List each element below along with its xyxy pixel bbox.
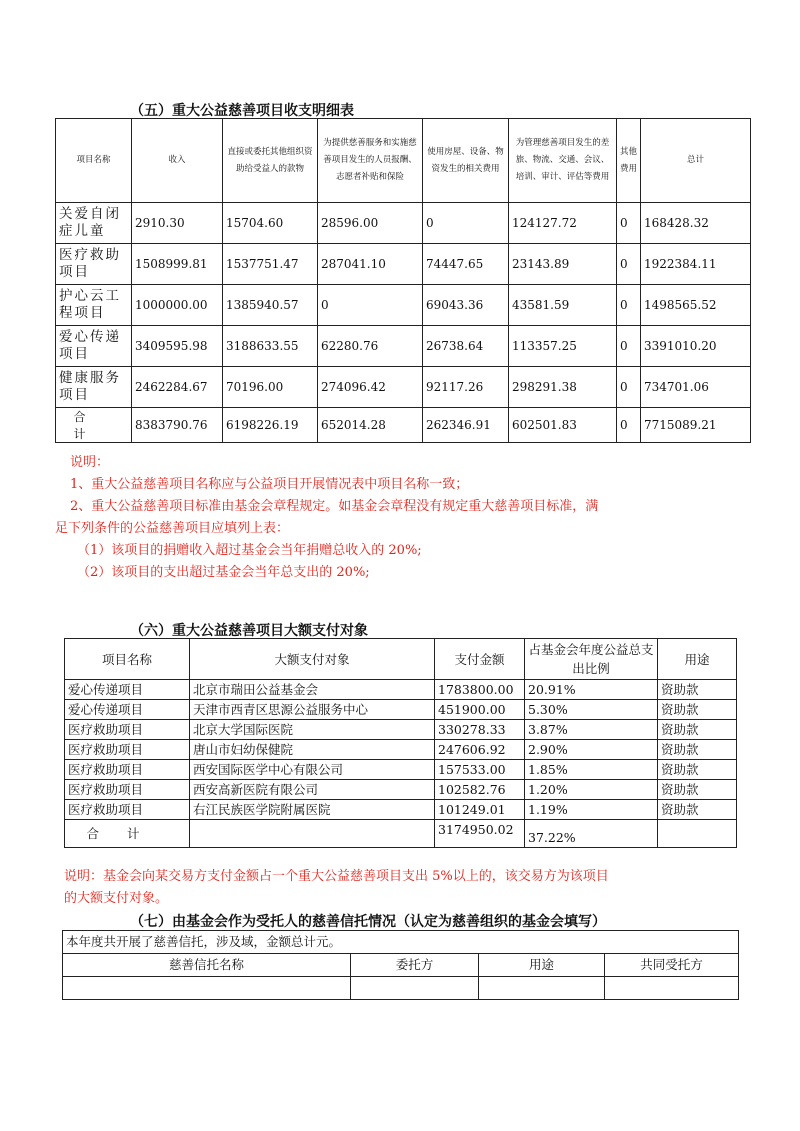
purpose: 资助款 (658, 780, 737, 800)
table-row (65, 720, 737, 740)
cell: 0 (617, 367, 641, 408)
table-row (56, 367, 751, 408)
table-row (65, 760, 737, 780)
table-header-row (56, 119, 751, 203)
ratio: 20.91% (525, 680, 658, 700)
cell: 1498565.52 (641, 285, 751, 326)
note-line: （2）该项目的支出超过基金会当年总支出的 20%; (77, 565, 370, 580)
cell: 0 (617, 408, 641, 443)
purpose: 资助款 (658, 700, 737, 720)
table-header-row (65, 639, 737, 680)
header-cell: 项目名称 (56, 119, 132, 203)
amount: 102582.76 (435, 780, 525, 800)
payee: 北京市瑞田公益基金会 (190, 680, 435, 700)
amount: 101249.01 (435, 800, 525, 820)
table-row (56, 285, 751, 326)
cell: 274096.42 (318, 367, 423, 408)
header-cell: 项目名称 (65, 639, 190, 680)
project-name: 医疗救助项目 (65, 800, 190, 820)
cell: 69043.36 (423, 285, 509, 326)
header-cell: 用途 (658, 639, 737, 680)
project-name: 医疗救助项目 (65, 740, 190, 760)
header-cell: 直接或委托其他组织资助给受益人的款物 (223, 119, 318, 203)
total-row (56, 408, 751, 443)
amount: 451900.00 (435, 700, 525, 720)
purpose: 资助款 (658, 720, 737, 740)
header-cell: 大额支付对象 (190, 639, 435, 680)
header-cell: 其他费用 (617, 119, 641, 203)
section5-title: （五）重大公益慈善项目收支明细表 (130, 103, 354, 119)
ratio: 1.19% (525, 800, 658, 820)
note-line: （1）该项目的捐赠收入超过基金会当年捐赠总收入的 20%; (77, 543, 422, 558)
amount: 157533.00 (435, 760, 525, 780)
payee: 右江民族医学院附属医院 (190, 800, 435, 820)
amount: 330278.33 (435, 720, 525, 740)
header-cell: 收入 (132, 119, 223, 203)
cell: 1385940.57 (223, 285, 318, 326)
intro-row (63, 931, 739, 954)
payee: 北京大学国际医院 (190, 720, 435, 740)
cell: 287041.10 (318, 244, 423, 285)
total-amount: 3174950.02 (435, 820, 525, 848)
table-row (65, 780, 737, 800)
cell: 2462284.67 (132, 367, 223, 408)
cell: 734701.06 (641, 367, 751, 408)
cell: 3391010.20 (641, 326, 751, 367)
cell: 2910.30 (132, 203, 223, 244)
header-cell: 委托方 (351, 954, 479, 977)
table-row (65, 740, 737, 760)
cell: 124127.72 (509, 203, 617, 244)
cell: 0 (617, 203, 641, 244)
header-cell: 共同受托方 (605, 954, 739, 977)
empty-cell (658, 820, 737, 848)
total-label: 合计 (56, 408, 132, 443)
header-cell: 支付金额 (435, 639, 525, 680)
table-row (65, 700, 737, 720)
empty-cell (479, 977, 605, 1000)
cell: 28596.00 (318, 203, 423, 244)
note-line: 足下列条件的公益慈善项目应填列上表： (55, 521, 290, 536)
cell: 113357.25 (509, 326, 617, 367)
table-row (56, 244, 751, 285)
total-label: 合计 (65, 820, 190, 848)
note-line: 说明： (70, 455, 110, 470)
cell: 3409595.98 (132, 326, 223, 367)
payee: 天津市西青区思源公益服务中心 (190, 700, 435, 720)
cell: 8383790.76 (132, 408, 223, 443)
cell: 26738.64 (423, 326, 509, 367)
section6-notes (64, 866, 609, 910)
note-line: 说明：基金会向某交易方支付金额占一个重大公益慈善项目支出 5%以上的，该交易方为该项目 (64, 869, 609, 884)
cell: 1537751.47 (223, 244, 318, 285)
ratio: 2.90% (525, 740, 658, 760)
cell: 62280.76 (318, 326, 423, 367)
cell: 1922384.11 (641, 244, 751, 285)
cell: 3188633.55 (223, 326, 318, 367)
cell: 7715089.21 (641, 408, 751, 443)
cell: 15704.60 (223, 203, 318, 244)
table-row (65, 680, 737, 700)
empty-cell (190, 820, 435, 848)
payee: 西安高新医院有限公司 (190, 780, 435, 800)
note-line: 2、重大公益慈善项目标准由基金会章程规定。如基金会章程没有规定重大慈善项目标准，满 (70, 499, 599, 514)
ratio: 5.30% (525, 700, 658, 720)
cell: 6198226.19 (223, 408, 318, 443)
cell: 262346.91 (423, 408, 509, 443)
section7-title: （七）由基金会作为受托人的慈善信托情况（认定为慈善组织的基金会填写） (130, 914, 606, 930)
header-cell: 使用房屋、设备、物资发生的相关费用 (423, 119, 509, 203)
table-row (56, 203, 751, 244)
project-name: 医疗救助项目 (56, 244, 132, 285)
note-line: 的大额支付对象。 (64, 891, 169, 906)
project-name: 健康服务项目 (56, 367, 132, 408)
section5-notes (55, 452, 598, 584)
intro-text: 本年度共开展了慈善信托，涉及域，金额总计元。 (63, 931, 739, 954)
total-row (65, 820, 737, 848)
cell: 0 (617, 326, 641, 367)
header-cell: 慈善信托名称 (63, 954, 351, 977)
cell: 0 (423, 203, 509, 244)
large-payment-table (64, 638, 737, 848)
cell: 1000000.00 (132, 285, 223, 326)
ratio: 1.20% (525, 780, 658, 800)
ratio: 3.87% (525, 720, 658, 740)
cell: 168428.32 (641, 203, 751, 244)
cell: 0 (617, 244, 641, 285)
purpose: 资助款 (658, 800, 737, 820)
amount: 247606.92 (435, 740, 525, 760)
empty-cell (63, 977, 351, 1000)
cell: 23143.89 (509, 244, 617, 285)
cell: 92117.26 (423, 367, 509, 408)
project-name: 医疗救助项目 (65, 720, 190, 740)
project-name: 关爱自闭症儿童 (56, 203, 132, 244)
cell: 43581.59 (509, 285, 617, 326)
project-name: 爱心传递项目 (65, 700, 190, 720)
income-expense-table (55, 118, 751, 443)
note-line: 1、重大公益慈善项目名称应与公益项目开展情况表中项目名称一致； (70, 477, 469, 492)
cell: 0 (318, 285, 423, 326)
table-header-row (63, 954, 739, 977)
section6-title: （六）重大公益慈善项目大额支付对象 (130, 623, 368, 639)
project-name: 护心云工程项目 (56, 285, 132, 326)
purpose: 资助款 (658, 680, 737, 700)
header-cell: 为提供慈善服务和实施慈善项目发生的人员报酬、志愿者补贴和保险 (318, 119, 423, 203)
project-name: 爱心传递项目 (56, 326, 132, 367)
cell: 74447.65 (423, 244, 509, 285)
header-cell: 用途 (479, 954, 605, 977)
total-ratio: 37.22% (525, 820, 658, 848)
cell: 1508999.81 (132, 244, 223, 285)
cell: 298291.38 (509, 367, 617, 408)
header-cell: 为管理慈善项目发生的差旅、物流、交通、会议、培训、审计、评估等费用 (509, 119, 617, 203)
header-cell: 总计 (641, 119, 751, 203)
cell: 0 (617, 285, 641, 326)
project-name: 医疗救助项目 (65, 780, 190, 800)
empty-cell (605, 977, 739, 1000)
empty-cell (351, 977, 479, 1000)
cell: 652014.28 (318, 408, 423, 443)
cell: 70196.00 (223, 367, 318, 408)
project-name: 医疗救助项目 (65, 760, 190, 780)
ratio: 1.85% (525, 760, 658, 780)
cell: 602501.83 (509, 408, 617, 443)
purpose: 资助款 (658, 740, 737, 760)
table-row (56, 326, 751, 367)
purpose: 资助款 (658, 760, 737, 780)
amount: 1783800.00 (435, 680, 525, 700)
payee: 西安国际医学中心有限公司 (190, 760, 435, 780)
charity-trust-table (62, 930, 739, 1000)
project-name: 爱心传递项目 (65, 680, 190, 700)
header-cell: 占基金会年度公益总支出比例 (525, 639, 658, 680)
table-row (65, 800, 737, 820)
table-row (63, 977, 739, 1000)
payee: 唐山市妇幼保健院 (190, 740, 435, 760)
